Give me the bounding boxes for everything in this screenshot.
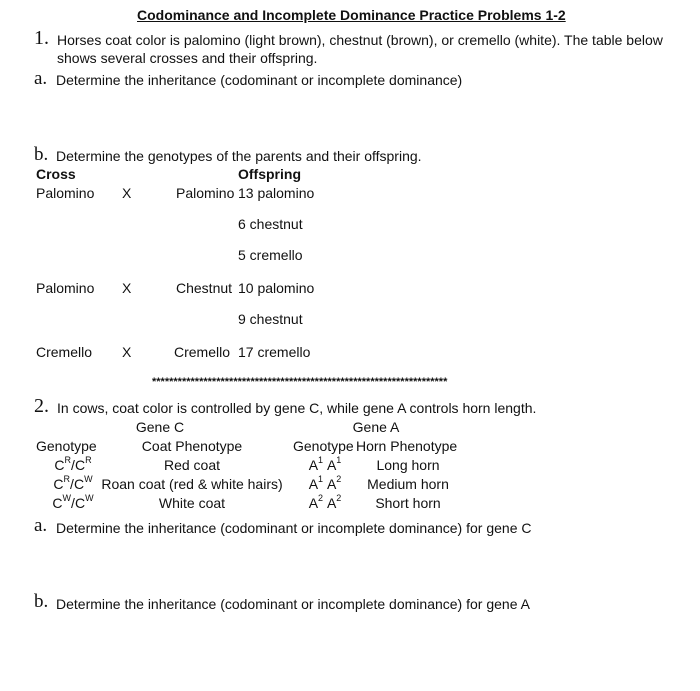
q2b-text: Determine the inheritance (codominant or incomplete dominance) for gene A	[56, 596, 530, 612]
cross2-offspring-1: 10 palomino	[238, 280, 315, 296]
offspring-header: Offspring	[238, 166, 301, 182]
cross3-x: X	[122, 344, 132, 360]
cross2-x: X	[122, 280, 132, 296]
q1-number: 1.	[34, 27, 49, 49]
q2a-letter: a.	[34, 515, 48, 536]
row3-horn: Short horn	[375, 495, 441, 511]
q2-number: 2.	[34, 395, 49, 417]
q1b-letter: b.	[34, 144, 49, 165]
cross3-parent1: Cremello	[36, 344, 93, 360]
row1-genotype-a: $A^1$ $A^1$	[308, 455, 342, 473]
row3-coat: White coat	[158, 495, 226, 511]
col-coat-phenotype: Coat Phenotype	[141, 438, 243, 454]
q1a-letter: a.	[34, 68, 48, 89]
separator-stars: *********************************************************************	[152, 376, 448, 388]
row3-genotype-c: $C^W/C^W$	[52, 493, 94, 511]
row2-genotype-c: $C^R/C^W$	[53, 474, 93, 492]
cross1-offspring-2: 6 chestnut	[238, 216, 303, 232]
row1-horn: Long horn	[376, 457, 440, 473]
cross1-offspring-3: 5 cremello	[238, 247, 303, 263]
cross1-offspring-1: 13 palomino	[238, 185, 315, 201]
cross3-offspring-1: 17 cremello	[238, 344, 311, 360]
col-horn-phenotype: Horn Phenotype	[356, 438, 458, 454]
gene-a-header: Gene A	[352, 419, 400, 435]
col-genotype-a: Genotype	[293, 438, 354, 454]
cross1-parent1: Palomino	[36, 185, 95, 201]
page-title: Codominance and Incomplete Dominance Practice Problems 1-2	[137, 7, 566, 23]
cross-header: Cross	[36, 166, 76, 182]
row1-genotype-c: $C^R/C^R$	[54, 455, 92, 473]
col-genotype-c: Genotype	[36, 438, 97, 454]
gene-c-header: Gene C	[135, 419, 185, 435]
cross1-parent2: Palomino	[176, 185, 235, 201]
q2-text: In cows, coat color is controlled by gene C, while gene A controls horn length.	[57, 400, 537, 416]
row3-genotype-a: $A^2$ $A^2$	[308, 493, 342, 511]
q1a-text: Determine the inheritance (codominant or incomplete dominance)	[56, 72, 463, 88]
row1-coat: Red coat	[163, 457, 221, 473]
cross2-parent2: Chestnut	[176, 280, 233, 296]
cross3-parent2: Cremello	[174, 344, 231, 360]
q2b-letter: b.	[34, 591, 49, 612]
q1-text: Horses coat color is palomino (light brown), chestnut (brown), or cremello (white). The table below shows several crosses and their offspring.	[57, 32, 663, 66]
row2-coat: Roan coat (red & white hairs)	[101, 476, 283, 492]
q1b-text: Determine the genotypes of the parents and their offspring.	[56, 148, 422, 164]
cross1-x: X	[122, 185, 132, 201]
cross2-offspring-2: 9 chestnut	[238, 311, 303, 327]
cross2-parent1: Palomino	[36, 280, 95, 296]
row2-genotype-a: $A^1$ $A^2$	[308, 474, 342, 492]
row2-horn: Medium horn	[367, 476, 449, 492]
q2a-text: Determine the inheritance (codominant or incomplete dominance) for gene C	[56, 520, 532, 536]
